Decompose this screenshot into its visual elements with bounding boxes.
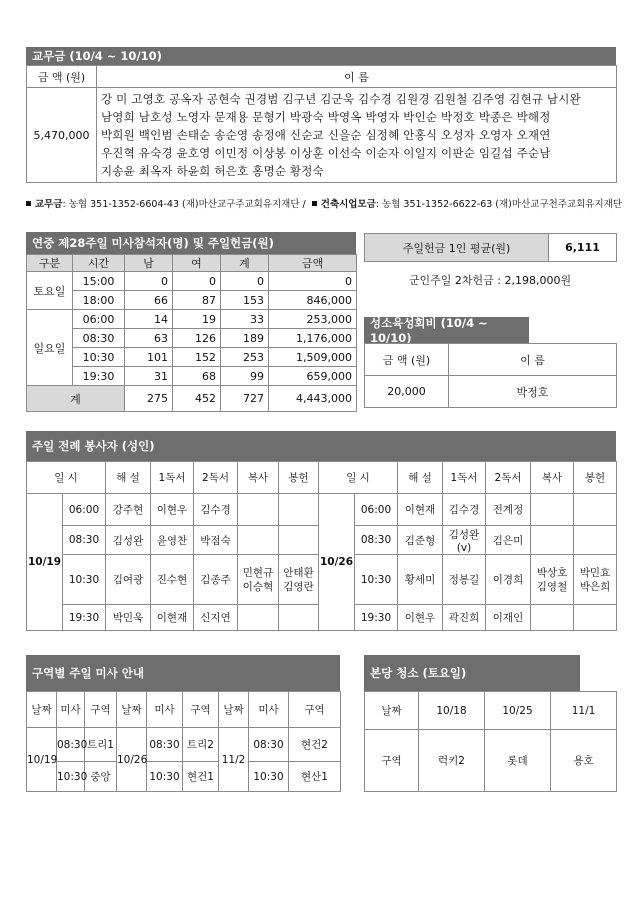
dist-area: 현건2 xyxy=(289,728,341,762)
att-total-male: 275 xyxy=(125,386,173,412)
att-header: 여 xyxy=(173,255,221,272)
offering-table xyxy=(26,65,617,183)
att-total: 253 xyxy=(221,348,269,367)
srv-cell: 윤영찬 xyxy=(151,526,194,555)
dist-date: 10/19 xyxy=(27,728,57,792)
dist-header: 날짜 xyxy=(27,692,57,728)
dist-header: 구역 xyxy=(183,692,219,728)
srv-cell: 박민효 박은희 xyxy=(574,555,617,605)
clean-area: 용호 xyxy=(551,730,617,792)
bullet-icon xyxy=(312,201,317,206)
att-amount: 253,000 xyxy=(269,310,357,329)
offering-names-line: 박희원 백인범 손태순 송순영 송정애 신순교 신을순 심정혜 안홍식 오성자 오영자 오재연 xyxy=(101,128,551,142)
avg-offering-value: 6,111 xyxy=(549,234,617,262)
holy-title-text: 성소육성회비 (10/4 ~ 10/10) xyxy=(370,316,488,345)
holy-name: 박정호 xyxy=(449,376,617,408)
dist-header: 구역 xyxy=(289,692,341,728)
dist-time: 08:30 xyxy=(147,728,183,762)
srv-cell xyxy=(574,494,617,526)
holy-amount: 20,000 xyxy=(365,376,449,408)
att-male: 66 xyxy=(125,291,173,310)
srv-cell: 김준형 xyxy=(398,526,443,555)
srv-cell xyxy=(238,494,279,526)
att-time: 18:00 xyxy=(73,291,125,310)
srv-header: 2독서 xyxy=(486,462,531,494)
att-total-amount: 4,443,000 xyxy=(269,386,357,412)
att-total: 153 xyxy=(221,291,269,310)
att-time: 06:00 xyxy=(73,310,125,329)
srv-date-left: 10/19 xyxy=(27,494,63,631)
srv-cell xyxy=(531,526,574,555)
srv-cell xyxy=(574,526,617,555)
srv-time: 06:00 xyxy=(63,494,106,526)
offering-col-name: 이 름 xyxy=(97,66,617,88)
srv-cell xyxy=(279,605,319,631)
dist-header: 미사 xyxy=(147,692,183,728)
att-amount: 659,000 xyxy=(269,367,357,386)
srv-cell: 강주현 xyxy=(106,494,151,526)
srv-header: 봉헌 xyxy=(574,462,617,494)
srv-cell: 김수경 xyxy=(443,494,486,526)
srv-cell: 황세미 xyxy=(398,555,443,605)
att-female: 0 xyxy=(173,272,221,291)
offering-names-line: 우진혁 유숙경 윤호영 이민정 이상봉 이상훈 이선숙 이순자 이일지 이판순 임길섭 주순남 xyxy=(101,146,551,160)
att-amount: 1,176,000 xyxy=(269,329,357,348)
srv-cell xyxy=(279,526,319,555)
dist-header: 미사 xyxy=(249,692,289,728)
district-title xyxy=(26,655,340,691)
att-sunday: 일요일 xyxy=(27,310,73,386)
att-female: 126 xyxy=(173,329,221,348)
att-total: 33 xyxy=(221,310,269,329)
servers-title-text: 주일 전례 봉사자 (성인) xyxy=(32,439,155,453)
srv-header: 해 설 xyxy=(398,462,443,494)
account1-label: 교무금 xyxy=(35,199,63,210)
attendance-title xyxy=(26,232,356,254)
att-header: 시간 xyxy=(73,255,125,272)
srv-time: 08:30 xyxy=(355,526,398,555)
clean-date: 11/1 xyxy=(551,692,617,730)
dist-header: 날짜 xyxy=(117,692,147,728)
dist-date: 10/26 xyxy=(117,728,147,792)
att-male: 31 xyxy=(125,367,173,386)
cleaning-title-text: 본당 청소 (토요일) xyxy=(370,666,467,680)
att-amount: 1,509,000 xyxy=(269,348,357,367)
attendance-table xyxy=(26,254,357,412)
offering-title-text: 교무금 (10/4 ~ 10/10) xyxy=(32,49,162,63)
offering-names-line: 지송윤 최옥자 하윤희 허은호 홍명순 황정숙 xyxy=(101,164,324,178)
offering-title xyxy=(26,47,616,65)
srv-cell: 박민욱 xyxy=(106,605,151,631)
att-saturday: 토요일 xyxy=(27,272,73,310)
srv-cell: 민현규 이승혁 xyxy=(238,555,279,605)
holy-col-name: 이 름 xyxy=(449,344,617,376)
srv-cell: 진수현 xyxy=(151,555,194,605)
att-total: 0 xyxy=(221,272,269,291)
srv-time: 10:30 xyxy=(63,555,106,605)
srv-cell xyxy=(531,605,574,631)
att-female: 68 xyxy=(173,367,221,386)
clean-area-label: 구역 xyxy=(365,730,419,792)
srv-cell: 김성완(v) xyxy=(443,526,486,555)
srv-cell: 김수경 xyxy=(194,494,238,526)
dist-time: 10:30 xyxy=(249,762,289,792)
account2-label: 건축시업모금 xyxy=(320,199,376,210)
srv-header: 복사 xyxy=(238,462,279,494)
srv-header: 일 시 xyxy=(27,462,106,494)
srv-cell: 박점숙 xyxy=(194,526,238,555)
srv-header: 1독서 xyxy=(443,462,486,494)
attendance-title-text: 연중 제28주일 미사참석자(명) 및 주일헌금(원) xyxy=(32,236,274,250)
att-total-label: 계 xyxy=(27,386,125,412)
srv-cell: 이현우 xyxy=(151,494,194,526)
servers-title xyxy=(26,431,616,461)
srv-cell: 안태환 김영란 xyxy=(279,555,319,605)
offering-col-amount: 금 액 (원) xyxy=(27,66,97,88)
srv-header: 2독서 xyxy=(194,462,238,494)
cleaning-table xyxy=(364,691,617,792)
att-amount: 846,000 xyxy=(269,291,357,310)
att-female: 19 xyxy=(173,310,221,329)
att-time: 08:30 xyxy=(73,329,125,348)
srv-cell: 전계정 xyxy=(486,494,531,526)
clean-date-label: 날짜 xyxy=(365,692,419,730)
srv-cell xyxy=(238,526,279,555)
srv-header: 해 설 xyxy=(106,462,151,494)
srv-header: 일 시 xyxy=(319,462,398,494)
dist-area: 트리1 xyxy=(85,728,117,762)
att-header: 구분 xyxy=(27,255,73,272)
dist-area: 현산1 xyxy=(289,762,341,792)
srv-cell: 이경희 xyxy=(486,555,531,605)
att-total: 99 xyxy=(221,367,269,386)
att-male: 63 xyxy=(125,329,173,348)
srv-cell: 이현우 xyxy=(398,605,443,631)
avg-offering-table xyxy=(364,233,617,262)
att-total: 189 xyxy=(221,329,269,348)
clean-area: 럭키2 xyxy=(419,730,485,792)
account1-text: : 농협 351-1352-6604-43 (재)마산교구주교회유지재단 / xyxy=(62,199,306,210)
servers-table xyxy=(26,461,617,631)
srv-time: 19:30 xyxy=(63,605,106,631)
srv-cell: 곽진희 xyxy=(443,605,486,631)
dist-time: 10:30 xyxy=(57,762,85,792)
district-title-text: 구역별 주일 미사 안내 xyxy=(32,666,144,680)
srv-cell: 김성완 xyxy=(106,526,151,555)
srv-cell: 정봉길 xyxy=(443,555,486,605)
holy-title xyxy=(364,317,529,343)
dist-area: 현건1 xyxy=(183,762,219,792)
att-total-sum: 727 xyxy=(221,386,269,412)
dist-area: 중앙 xyxy=(85,762,117,792)
dist-time: 08:30 xyxy=(57,728,85,762)
clean-date: 10/25 xyxy=(485,692,551,730)
srv-time: 08:30 xyxy=(63,526,106,555)
dist-date: 11/2 xyxy=(219,728,249,792)
att-total-female: 452 xyxy=(173,386,221,412)
srv-cell: 김종주 xyxy=(194,555,238,605)
avg-offering-label: 주일헌금 1인 평균(원) xyxy=(365,234,549,262)
srv-cell: 이현재 xyxy=(398,494,443,526)
att-time: 15:00 xyxy=(73,272,125,291)
srv-cell: 박상호 김영철 xyxy=(531,555,574,605)
dist-header: 구역 xyxy=(85,692,117,728)
att-male: 14 xyxy=(125,310,173,329)
srv-header: 봉헌 xyxy=(279,462,319,494)
offering-names-line: 남영희 남호성 노영자 문재용 문형기 박광숙 박영옥 박영자 박인순 박정호 박종은 박해정 xyxy=(101,110,551,124)
srv-cell: 신지연 xyxy=(194,605,238,631)
srv-cell xyxy=(238,605,279,631)
bullet-icon xyxy=(26,201,31,206)
srv-time: 06:00 xyxy=(355,494,398,526)
account2-text: : 농협 351-1352-6622-63 (재)마산교구천주교회유지재단 xyxy=(375,199,623,210)
srv-header: 1독서 xyxy=(151,462,194,494)
offering-names-line: 강 미 고영호 공옥자 공현숙 권경범 김구년 김군욱 김수경 김원경 김원철 김주영 김현규 남시완 xyxy=(101,92,581,106)
att-time: 10:30 xyxy=(73,348,125,367)
srv-cell: 김여광 xyxy=(106,555,151,605)
dist-header: 미사 xyxy=(57,692,85,728)
att-amount: 0 xyxy=(269,272,357,291)
srv-date-right: 10/26 xyxy=(319,494,355,631)
srv-cell: 이재인 xyxy=(486,605,531,631)
srv-cell: 김은미 xyxy=(486,526,531,555)
srv-header: 복사 xyxy=(531,462,574,494)
srv-time: 19:30 xyxy=(355,605,398,631)
dist-time: 10:30 xyxy=(147,762,183,792)
holy-col-amount: 금 액 (원) xyxy=(365,344,449,376)
offering-names xyxy=(97,88,617,183)
att-female: 87 xyxy=(173,291,221,310)
holy-table xyxy=(364,343,617,408)
att-time: 19:30 xyxy=(73,367,125,386)
military-offering: 군인주일 2차헌금 : 2,198,000원 xyxy=(408,274,572,287)
account-info xyxy=(26,196,626,210)
offering-amount: 5,470,000 xyxy=(27,88,97,183)
srv-time: 10:30 xyxy=(355,555,398,605)
dist-time: 08:30 xyxy=(249,728,289,762)
att-header: 남 xyxy=(125,255,173,272)
district-table xyxy=(26,691,341,792)
att-female: 152 xyxy=(173,348,221,367)
srv-cell xyxy=(531,494,574,526)
clean-area: 롯데 xyxy=(485,730,551,792)
srv-cell: 이현재 xyxy=(151,605,194,631)
dist-area: 트리2 xyxy=(183,728,219,762)
cleaning-title xyxy=(364,655,580,691)
srv-cell xyxy=(279,494,319,526)
att-male: 101 xyxy=(125,348,173,367)
clean-date: 10/18 xyxy=(419,692,485,730)
att-header: 금액 xyxy=(269,255,357,272)
att-male: 0 xyxy=(125,272,173,291)
srv-cell xyxy=(574,605,617,631)
dist-header: 날짜 xyxy=(219,692,249,728)
att-header: 계 xyxy=(221,255,269,272)
